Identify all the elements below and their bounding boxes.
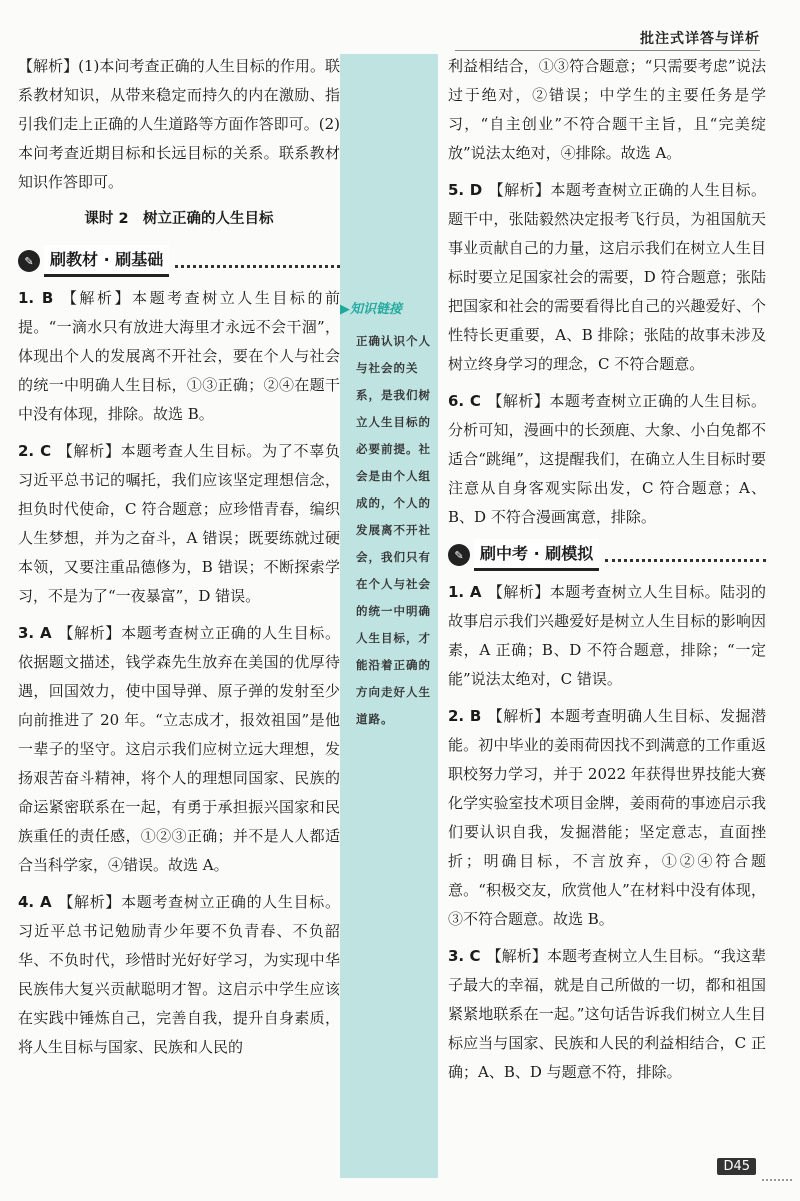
book-badge-icon: ✎ xyxy=(18,250,40,272)
answer-item xyxy=(18,888,340,1062)
page-header-title: 批注式详答与详析 xyxy=(640,31,760,47)
answer-number: 2. C xyxy=(18,442,52,460)
answer-number: 6. C xyxy=(448,392,481,410)
book-badge-icon: ✎ xyxy=(448,544,470,566)
answer-number: 3. C xyxy=(448,947,481,965)
intro-analysis: 【解析】(1)本问考查正确的人生目标的作用。联系教材知识，从带来稳定而持久的内在激励、指引我们走上正确的人生道路等方面作答即可。(2)本问考查近期目标和长远目标的关系。联系教材知识作答即可。 xyxy=(18,57,340,191)
answer-number: 4. A xyxy=(18,893,52,911)
answer-item xyxy=(448,702,766,934)
answer-text: 【解析】本题考查树立正确的人生目标。分析可知，漫画中的长颈鹿、大象、小白兔都不适合“跳绳”，这提醒我们，在确立人生目标时要注意从自身客观实际出发，C 符合题意；A、B、D 不符合漫画寓意，排除。 xyxy=(448,392,766,526)
answer-item xyxy=(448,942,766,1087)
sidebar-heading xyxy=(340,298,402,317)
answer-number: 1. A xyxy=(448,583,482,601)
section-banner-basic xyxy=(18,246,340,276)
banner-label: 刷教材 · 刷基础 xyxy=(44,245,169,277)
answer-number: 2. B xyxy=(448,707,482,725)
answer-item xyxy=(448,387,766,532)
section-banner-exam xyxy=(448,540,766,570)
answer-text: 【解析】本题考查树立正确的人生目标。题干中，张陆毅然决定报考飞行员，为祖国航天事业贡献自己的力量，这启示我们在树立人生目标时要立足国家社会的需要，D 符合题意；张陆把国家和社会的需要看得比自己的兴趣爱好、个性特长更重要，A、B 排除；张陆的故事未涉及树立终身学习的理念，C 不符合题意。 xyxy=(448,181,766,373)
answer-item xyxy=(448,578,766,694)
header-rule xyxy=(455,50,760,51)
banner-label: 刷中考 · 刷模拟 xyxy=(474,539,599,571)
sidebar-note: 正确认识个人与社会的关系，是我们树立人生目标的必要前提。社会是由个人组成的，个人的发展离不开社会，我们只有在个人与社会的统一中明确人生目标，才能沿着正确的方向走好人生道路。 xyxy=(356,334,431,726)
arrow-icon: ▶ xyxy=(340,302,350,317)
answer-number: 3. A xyxy=(18,624,52,642)
banner-dots xyxy=(605,549,766,562)
answer-text: 【解析】本题考查树立人生目标的前提。“一滴水只有放进大海里才永远不会干涸”，体现出个人的发展离不开社会，要在个人与社会的统一中明确人生目标，①③正确；②④在题干中没有体现，排除。故选 B。 xyxy=(18,289,340,423)
answer-text: 【解析】本题考查树立正确的人生目标。习近平总书记勉励青少年要不负青春、不负韶华、不负时代，珍惜时光好好学习，为实现中华民族伟大复兴贡献聪明才智。这启示中学生应该在实践中锤炼自己，完善自我，提升自身素质，将人生目标与国家、民族和人民的 xyxy=(18,893,340,1056)
right-column xyxy=(448,52,766,1095)
answer-text: 【解析】本题考查树立人生目标。“我这辈子最大的幸福，就是自己所做的一切，都和祖国紧紧地联系在一起。”这句话告诉我们树立人生目标应当与国家、民族和人民的利益相结合，C 正确；A、B、D 与题意不符，排除。 xyxy=(448,947,766,1081)
lesson-title: 课时 2 树立正确的人生目标 xyxy=(84,211,274,227)
answer-item xyxy=(448,176,766,379)
answer-item xyxy=(18,284,340,429)
answer-number: 1. B xyxy=(18,289,54,307)
answer-text: 【解析】本题考查明确人生目标、发掘潜能。初中毕业的姜雨荷因找不到满意的工作重返职校努力学习，并于 2022 年获得世界技能大赛化学实验室技术项目金牌，姜雨荷的事迹启示我们要认识自我，发掘潜能；坚定意志，直面挫折；明确目标，不言放弃，①②④符合题意。“积极交友，欣赏他人”在材料中没有体现，③不符合题意。故选 B。 xyxy=(448,707,766,928)
footer-dots xyxy=(762,1179,792,1181)
answer-item xyxy=(18,619,340,880)
answer-text: 【解析】本题考查树立正确的人生目标。依据题文描述，钱学森先生放弃在美国的优厚待遇，回国效力，使中国导弹、原子弹的发射至少向前推进了 20 年。“立志成才，报效祖国”是他一辈子的坚守。这启示我们应树立远大理想，发扬艰苦奋斗精神，将个人的理想同国家、民族的命运紧密联系在一起，有勇于承担振兴国家和民族重任的责任感，①②③正确；并不是人人都适合当科学家，④错误。故选 A。 xyxy=(18,624,340,874)
sidebar-heading-label: 知识链接 xyxy=(350,302,403,317)
left-column xyxy=(18,52,340,1070)
answer-text: 【解析】本题考查树立人生目标。陆羽的故事启示我们兴趣爱好是树立人生目标的影响因素，A 正确；B、D 不符合题意，排除；“一定能”说法太绝对，C 错误。 xyxy=(448,583,766,688)
answer-text: 【解析】本题考查人生目标。为了不辜负习近平总书记的嘱托，我们应该坚定理想信念，担负时代使命，C 符合题意；应珍惜青春，编织人生梦想，并为之奋斗，A 错误；既要练就过硬本领，又要注重品德修为，B 错误；不断探索学习，不是为了“一夜暴富”，D 错误。 xyxy=(18,442,340,605)
answer-item xyxy=(18,437,340,611)
answer-number: 5. D xyxy=(448,181,483,199)
continued-text: 利益相结合，①③符合题意；“只需要考虑”说法过于绝对，②错误；中学生的主要任务是学习，“自主创业”不符合题干主旨，且“完美绽放”说法太绝对，④排除。故选 A。 xyxy=(448,57,766,162)
page-number: D45 xyxy=(717,1158,756,1175)
banner-dots xyxy=(175,255,340,268)
